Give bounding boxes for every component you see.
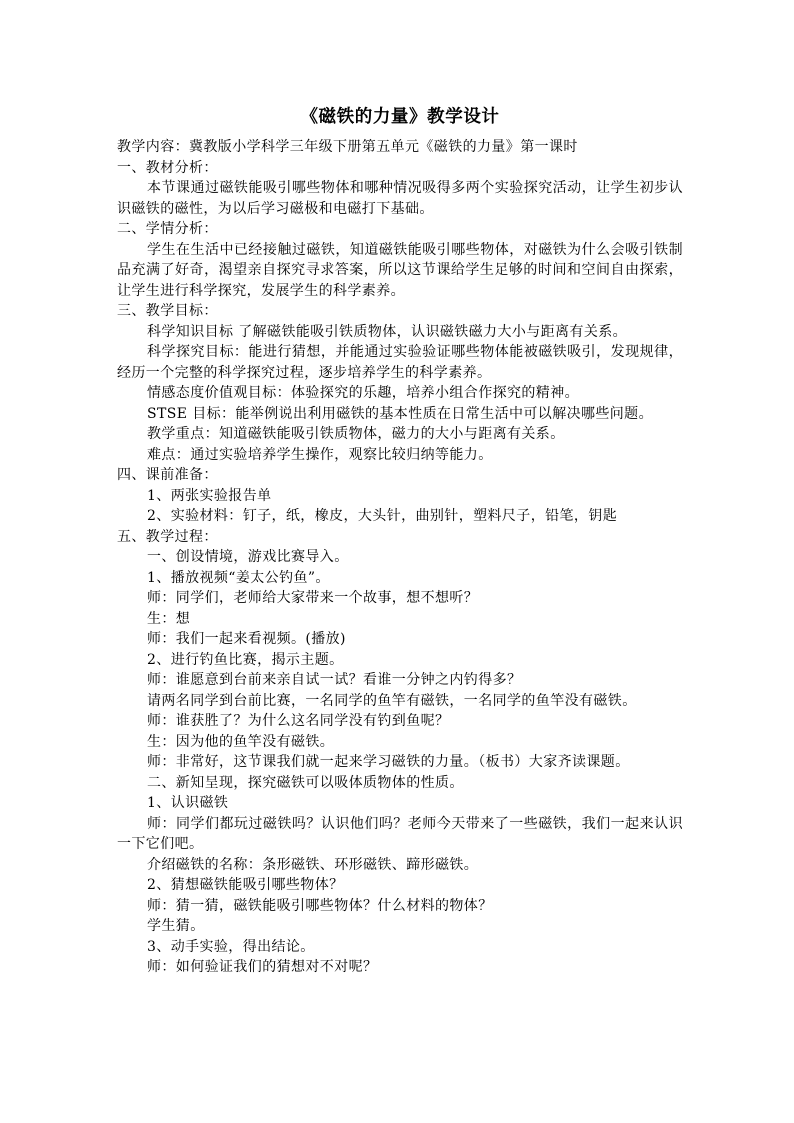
process-line: 师：如何验证我们的猜想对不对呢？ (147, 959, 378, 975)
process-line: 生：因为他的鱼竿没有磁铁。 (147, 733, 335, 750)
goal-inquiry: 科学探究目标：能进行猜想，并能通过实验验证哪些物体能被磁铁吸引，发现规律，经历一个完整的科学探究过程，逐步培养学生的科学素养。 (117, 344, 683, 381)
goal-stse: STSE 目标：能举例说出利用磁铁的基本性质在日常生活中可以解决哪些问题。 (147, 405, 653, 422)
document-page (117, 103, 683, 978)
process-line: 师：谁获胜了？为什么这名同学没有钓到鱼呢？ (147, 713, 450, 729)
process-line: 一、创设情境，游戏比赛导入。 (147, 549, 349, 565)
process-line: 生：想 (147, 610, 191, 627)
process-line: 二、新知呈现，探究磁铁可以吸体质物体的性质。 (147, 774, 464, 791)
section-heading-textbook-analysis: 一、教材分析： (117, 159, 218, 176)
process-line: 2、进行钓鱼比赛，揭示主题。 (147, 651, 344, 668)
process-line: 介绍磁铁的名称：条形磁铁、环形磁铁、蹄形磁铁。 (147, 856, 479, 873)
document-title: 《磁铁的力量》教学设计 (300, 107, 500, 127)
goal-emotion: 情感态度价值观目标：体验探究的乐趣，培养小组合作探究的精神。 (147, 385, 579, 401)
prep-item-1: 1、两张实验报告单 (147, 487, 272, 504)
process-line: 师：谁愿意到台前来亲自试一试？看谁一分钟之内钓得多？ (147, 672, 522, 688)
textbook-analysis-paragraph: 本节课通过磁铁能吸引哪些物体和哪种情况吸得多两个实验探究活动，让学生初步认识磁铁的磁性，为以后学习磁极和电磁打下基础。 (117, 180, 683, 217)
process-line: 学生猜。 (147, 918, 205, 934)
process-line: 3、动手实验，得出结论。 (147, 938, 315, 955)
process-line: 师：非常好，这节课我们就一起来学习磁铁的力量。（板书）大家齐读课题。 (147, 754, 630, 770)
process-line: 师：我们一起来看视频。(播放) (147, 631, 346, 647)
student-analysis-paragraph: 学生在生活中已经接触过磁铁，知道磁铁能吸引哪些物体，对磁铁为什么会吸引铁制品充满了好奇，渴望亲自探究寻求答案，所以这节课给学生足够的时间和空间自由探索，让学生进行科学探究，发展学生的科学素养。 (117, 241, 683, 299)
process-line: 2、猜想磁铁能吸引哪些物体？ (147, 877, 344, 893)
process-line: 师：同学们，老师给大家带来一个故事，想不想听？ (147, 590, 479, 606)
section-heading-teaching-goals: 三、教学目标： (117, 303, 218, 319)
key-point: 教学重点：知道磁铁能吸引铁质物体，磁力的大小与距离有关系。 (147, 426, 565, 442)
section-heading-student-analysis: 二、学情分析： (117, 221, 218, 237)
process-line: 师：猜一猜，磁铁能吸引哪些物体？什么材料的物体？ (147, 897, 493, 914)
process-line: 1、认识磁铁 (147, 795, 229, 811)
process-line: 1、播放视频“姜太公钓鱼”。 (147, 569, 330, 586)
teaching-content-line: 教学内容：冀教版小学科学三年级下册第五单元《磁铁的力量》第一课时 (117, 139, 578, 155)
goal-knowledge: 科学知识目标 了解磁铁能吸引铁质物体，认识磁铁磁力大小与距离有关系。 (147, 323, 628, 340)
difficulty-point: 难点：通过实验培养学生操作，观察比较归纳等能力。 (147, 446, 493, 463)
section-heading-preparation: 四、课前准备： (117, 467, 218, 483)
process-paragraph: 师：同学们都玩过磁铁吗？认识他们吗？老师今天带来了一些磁铁，我们一起来认识一下它们吧。 (117, 815, 683, 852)
section-heading-process: 五、教学过程： (117, 528, 218, 545)
prep-item-2: 2、实验材料：钉子，纸，橡皮，大头针，曲别针，塑料尺子，铅笔，钥匙 (147, 508, 618, 524)
process-line: 请两名同学到台前比赛，一名同学的鱼竿有磁铁，一名同学的鱼竿没有磁铁。 (147, 692, 637, 709)
